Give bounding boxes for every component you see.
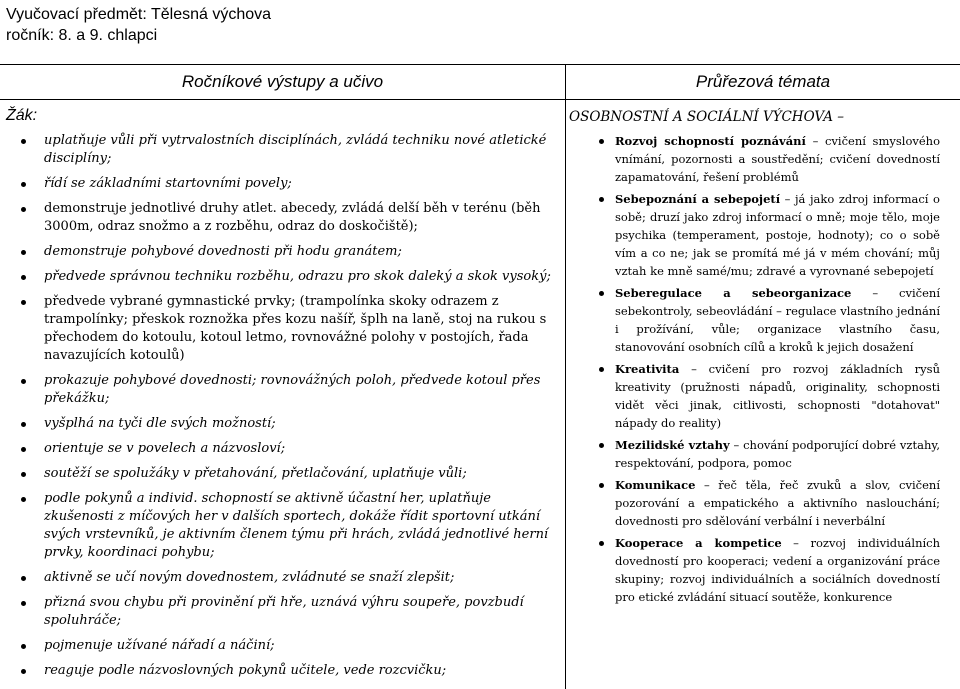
topic-title: Kreativita	[615, 362, 680, 376]
list-item	[615, 190, 940, 280]
list-item: podle pokynů a individ. schopností se aktivně účastní her, uplatňuje zkušenosti z míčových her v dalších sportech, dokáže řídit sportovní utkání svých vrstevníků, je aktivním členem týmu při hrách, zvládá jednotlivé herní prvky, koordinaci pohybu;	[44, 490, 560, 562]
topic-text: – cvičení pro rozvoj základních rysů kreativity (pružnosti nápadů, originality, schopnosti vidět věci jinak, citlivosti, schopnosti "dotahovat" nápady do reality)	[615, 362, 940, 430]
topic-title: Kooperace a kompetice	[615, 536, 782, 550]
section-title: OSOBNOSTNÍ A SOCIÁLNÍ VÝCHOVA –	[569, 109, 845, 125]
list-item: uplatňuje vůli při vytrvalostních disciplínách, zvládá techniku nové atletické disciplíny;	[44, 132, 560, 168]
topic-title: Rozvoj schopností poznávání	[615, 134, 806, 148]
list-item	[615, 436, 940, 472]
topic-text: – rozvoj individuálních dovedností pro kooperaci; vedení a organizování práce skupiny; rozvoj individuálních a sociálních dovedností pro etické zvládání situací soutěže, konkurence	[615, 536, 940, 604]
cross-curricular-list	[615, 132, 940, 610]
list-item: předvede vybrané gymnastické prvky; (trampolínka skoky odrazem z trampolínky; přeskok roznožka přes kozu našíř, šplh na laně, stoj na rukou s přechodem do kotoulu, kotoul letmo, rovnovážné polohy v postojích, řada navazujících kotoulů)	[44, 293, 560, 365]
list-item: orientuje se v povelech a názvosloví;	[44, 440, 560, 458]
list-item: soutěží se spolužáky v přetahování, přetlačování, uplatňuje vůli;	[44, 465, 560, 483]
topic-text: – já jako zdroj informací o sobě; druzí jako zdroj informací o mně; moje tělo, moje psychika (temperament, postoje, hodnoty); co o sobě vím a co ne; jak se promítá mé já v mém chování; můj vztah ke mně samé/mu; zdravé a vyrovnané sebepojetí	[615, 192, 940, 278]
list-item: demonstruje jednotlivé druhy atlet. abecedy, zvládá delší běh v terénu (běh 3000m, odraz snožmo a z rozběhu, odraz do doskočiště);	[44, 200, 560, 236]
pupil-label: Žák:	[6, 107, 38, 124]
learning-outcomes-list	[44, 132, 560, 687]
topic-title: Sebepoznání a sebepojetí	[615, 192, 781, 206]
table-top-border	[0, 64, 960, 65]
list-item: aktivně se učí novým dovednostem, zvládnuté se snaží zlepšit;	[44, 569, 560, 587]
list-item: řídí se základními startovními povely;	[44, 175, 560, 193]
list-item: přizná svou chybu při provinění při hře, uznává výhru soupeře, povzbudí spoluhráče;	[44, 594, 560, 630]
topic-text: – cvičení sebekontroly, sebeovládání – regulace vlastního jednání i prožívání, vůle; organizace vlastního času, stanovování osobních cílů a kroků k jejich dosažení	[615, 286, 940, 354]
list-item	[615, 534, 940, 606]
subject-line: Vyučovací předmět: Tělesná výchova	[6, 6, 272, 23]
list-item	[615, 476, 940, 530]
column-divider	[565, 64, 566, 689]
list-item: prokazuje pohybové dovednosti; rovnovážných poloh, předvede kotoul přes překážku;	[44, 372, 560, 408]
document-header	[6, 4, 271, 46]
topic-text: – řeč těla, řeč zvuků a slov, cvičení pozorování a empatického a aktivního naslouchání; dovednosti pro sdělování verbální i neverbální	[615, 478, 940, 528]
topic-text: – chování podporující dobré vztahy, respektování, podpora, pomoc	[615, 438, 940, 470]
right-column-title: Průřezová témata	[695, 72, 831, 91]
list-item	[615, 284, 940, 356]
left-column-title: Ročníkové výstupy a učivo	[181, 72, 384, 91]
grade-line: ročník: 8. a 9. chlapci	[6, 27, 158, 44]
list-item	[615, 360, 940, 432]
topic-text: – cvičení smyslového vnímání, pozornosti a soustředění; cvičení dovedností zapamatování, řešení problémů	[615, 134, 940, 184]
list-item: předvede správnou techniku rozběhu, odrazu pro skok daleký a skok vysoký;	[44, 268, 560, 286]
topic-title: Mezilidské vztahy	[615, 438, 730, 452]
table-header-divider	[0, 99, 960, 100]
topic-title: Seberegulace a sebeorganizace	[615, 286, 852, 300]
list-item	[615, 132, 940, 186]
list-item: reaguje podle názvoslovných pokynů učitele, vede rozcvičku;	[44, 662, 560, 680]
topic-title: Komunikace	[615, 478, 696, 492]
list-item: vyšplhá na tyči dle svých možností;	[44, 415, 560, 433]
list-item: demonstruje pohybové dovednosti při hodu granátem;	[44, 243, 560, 261]
list-item: pojmenuje užívané nářadí a náčiní;	[44, 637, 560, 655]
